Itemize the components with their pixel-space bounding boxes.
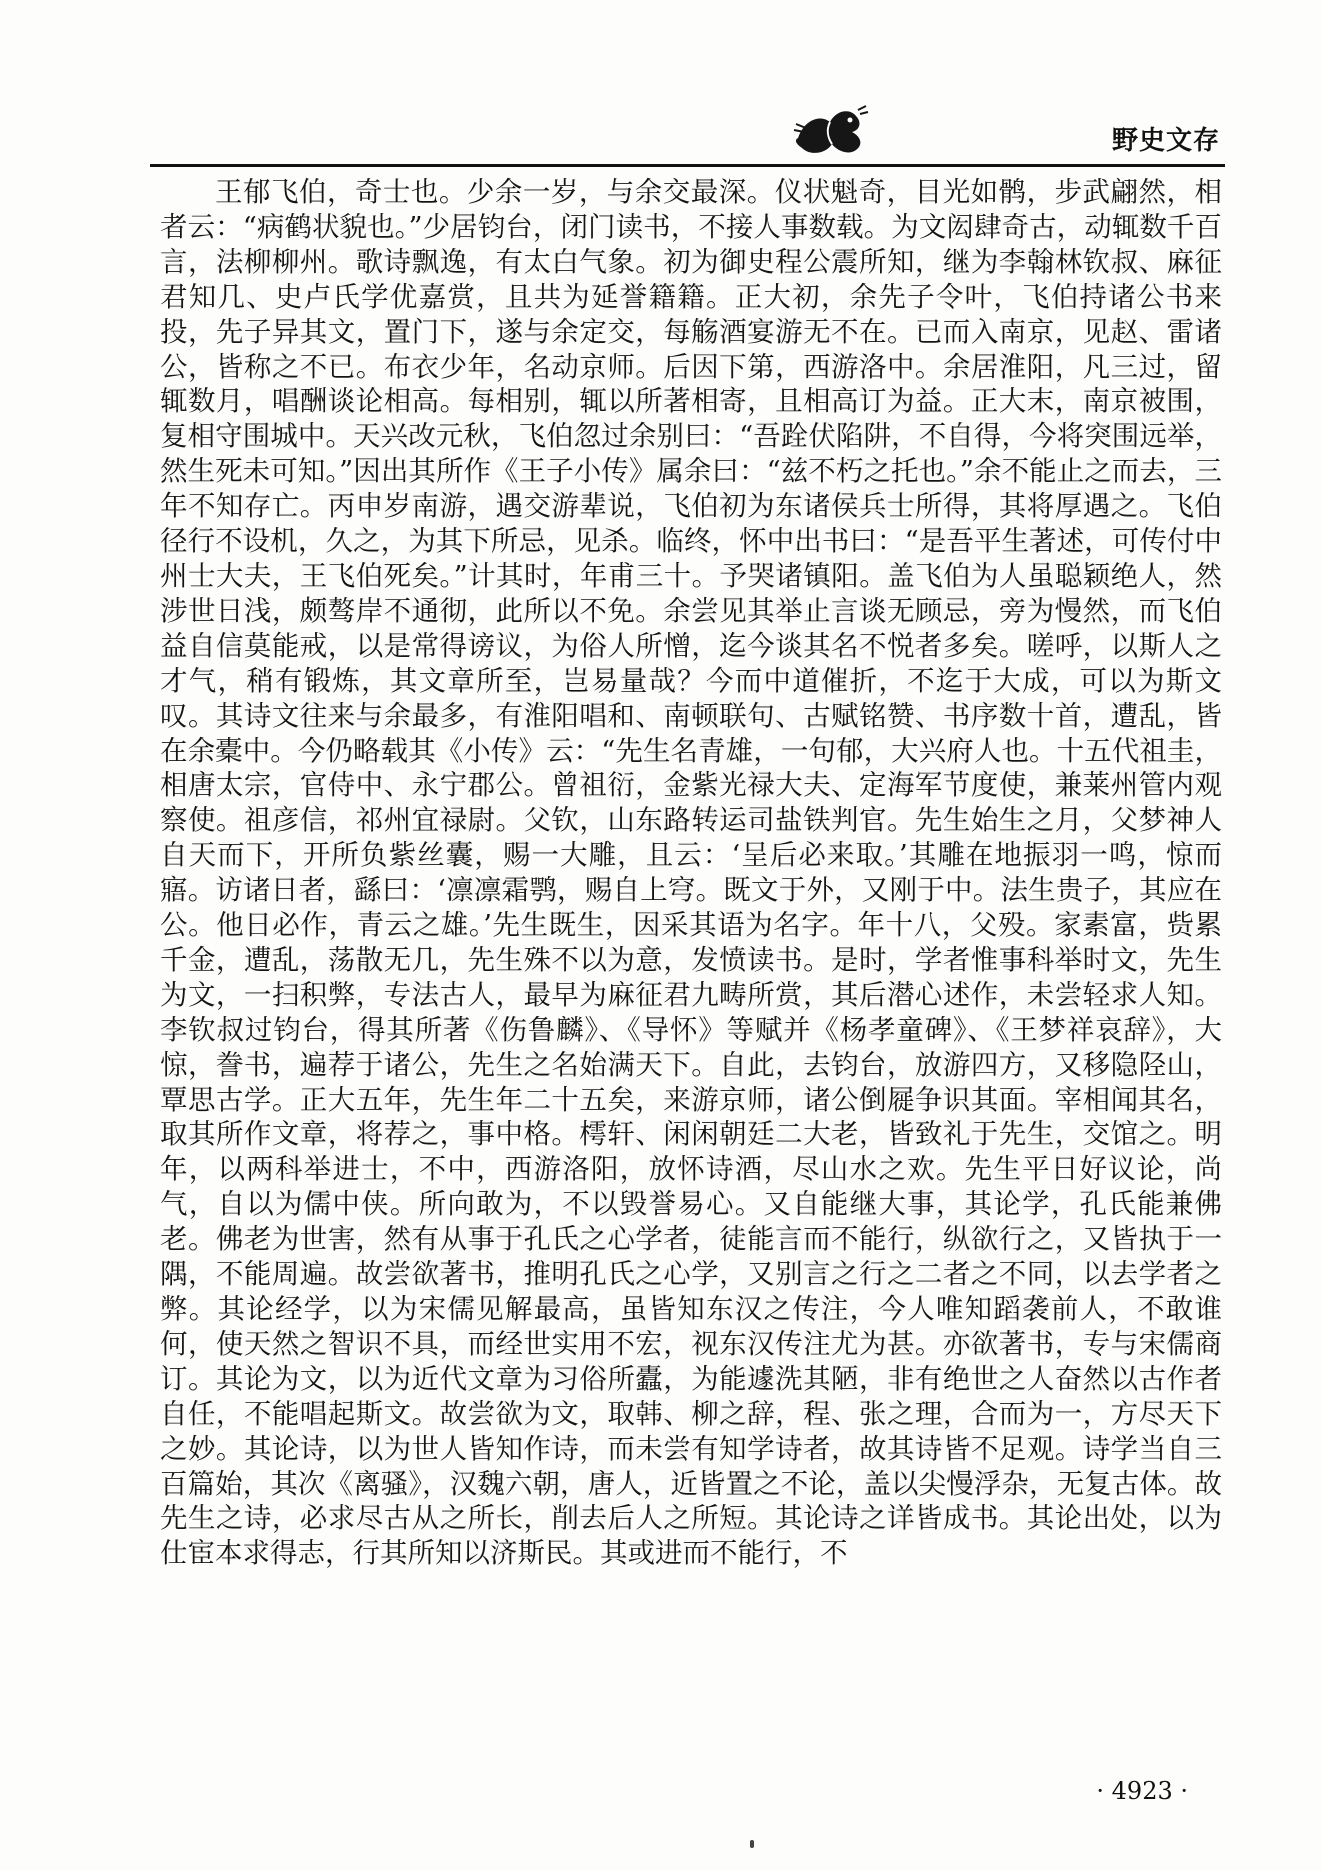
dragon-emblem-icon bbox=[790, 100, 870, 160]
page-header bbox=[150, 100, 1220, 160]
text-paragraph: 王郁飞伯，奇士也。少余一岁，与余交最深。仪状魁奇，目光如鹘，步武翩然，相者云：“病鹤状貌也。”少居钧台，闭门读书，不接人事数载。为文闳肆奇古，动辄数千百言，法柳柳州。歌诗飘逸，有太白气象。初为御史程公震所知，继为李翰林钦叔、麻征君知几、史卢氏学优嘉赏，且共为延誉籍籍。正大初，余先子令叶，飞伯持诸公书来投，先子异其文，置门下，遂与余定交，每觞酒宴游无不在。已而入南京，见赵、雷诸公，皆称之不已。布衣少年，名动京师。后因下第，西游洛中。余居淮阳，凡三过，留辄数月，唱酬谈论相高。每相别，辄以所著相寄，且相高订为益。正大末，南京被围，复相守围城中。天兴改元秋，飞伯忽过余别曰：“吾跧伏陷阱，不自得，今将突围远举，然生死未可知。”因出其所作《王子小传》属余曰：“兹不朽之托也。”余不能止之而去，三年不知存亡。丙申岁南游，遇交游辈说，飞伯初为东诸侯兵士所得，其将厚遇之。飞伯径行不设机，久之，为其下所忌，见杀。临终，怀中出书曰：“是吾平生著述，可传付中州士大夫，王飞伯死矣。”计其时，年甫三十。予哭诸镇阳。盖飞伯为人虽聪颖绝人，然涉世日浅，颇骜岸不通彻，此所以不免。余尝见其举止言谈无顾忌，旁为慢然，而飞伯益自信莫能戒，以是常得谤议，为俗人所憎，迄今谈其名不悦者多矣。嗟呼，以斯人之才气，稍有锻炼，其文章所至，岂易量哉？今而中道催折，不迄于大成，可以为斯文叹。其诗文往来与余最多，有淮阳唱和、南顿联句、古赋铭赞、书序数十首，遭乱，皆在余橐中。今仍略载其《小传》云：“先生名青雄，一句郁，大兴府人也。十五代祖圭，相唐太宗，官侍中、永宁郡公。曾祖衍，金紫光禄大夫、定海军节度使，兼莱州管内观察使。祖彦信，祁州宜禄尉。父钦，山东路转运司盐铁判官。先生始生之月，父梦神人自天而下，开所负紫丝囊，赐一大雕，且云：‘呈后必来取。’其雕在地振羽一鸣，惊而寤。访诸日者，繇曰：‘凛凛霜鹗，赐自上穹。既文于外，又刚于中。法生贵子，其应在公。他日必作，青云之雄。’先生既生，因采其语为名字。年十八，父殁。家素富，赀累千金，遭乱，荡散无几，先生殊不以为意，发愤读书。是时，学者惟事科举时文，先生为文，一扫积弊，专法古人，最早为麻征君九畴所赏，其后潜心述作，未尝轻求人知。李钦叔过钧台，得其所著《伤鲁麟》、《导怀》等赋并《杨孝童碑》、《王梦祥哀辞》，大惊，誊书，遍荐于诸公，先生之名始满天下。自此，去钧台，放游四方，又移隐陉山，覃思古学。正大五年，先生年二十五矣，来游京师，诸公倒屣争识其面。宰相闻其名，取其所作文章，将荐之，事中格。樗轩、闲闲朝廷二大老，皆致礼于先生，交馆之。明年，以两科举进士，不中，西游洛阳，放怀诗酒，尽山水之欢。先生平日好议论，尚气，自以为儒中侠。所向敢为，不以毁誉易心。又自能继大事，其论学，孔氏能兼佛老。佛老为世害，然有从事于孔氏之心学者，徒能言而不能行，纵欲行之，又皆执于一隅，不能周遍。故尝欲著书，推明孔氏之心学，又别言之行之二者之不同，以去学者之弊。其论经学，以为宋儒见解最高，虽皆知东汉之传注，今人唯知蹈袭前人，不敢谁何，使天然之智识不具，而经世实用不宏，视东汉传注尤为甚。亦欲著书，专与宋儒商订。其论为文，以为近代文章为习俗所蠹，为能遽洗其陋，非有绝世之人奋然以古作者自任，不能唱起斯文。故尝欲为文，取韩、柳之辞，程、张之理，合而为一，方尽天下之妙。其论诗，以为世人皆知作诗，而未尝有知学诗者，故其诗皆不足观。诗学当自三百篇始，其次《离骚》，汉魏六朝，唐人，近皆置之不论，盖以尖慢浮杂，无复古体。故先生之诗，必求尽古从之所长，削去后人之所短。其论诗之详皆成书。其论出处，以为仕宦本求得志，行其所知以济斯民。其或进而不能行，不 bbox=[160, 176, 1222, 1570]
header-title: 野史文存 bbox=[1111, 126, 1220, 156]
scan-mark bbox=[750, 1840, 754, 1848]
header-rule bbox=[150, 164, 1225, 167]
page-number: · 4923 · bbox=[1096, 1777, 1188, 1805]
main-text bbox=[160, 175, 1222, 1745]
